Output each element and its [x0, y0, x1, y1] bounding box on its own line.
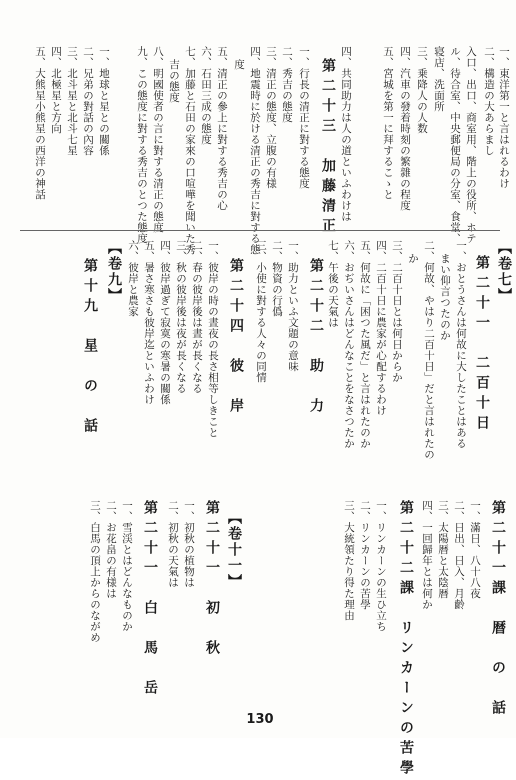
- text-line: 一、雪渓とはどんなものか: [121, 500, 133, 632]
- text-line: 一、助力といふ文題の意味: [287, 240, 299, 372]
- text-line: 四、共同助力は人の道といふわけは: [340, 46, 352, 222]
- lesson-title: 第二十一 初 秋: [204, 500, 220, 660]
- text-line: 五、清正の參上に對する秀吉の心: [216, 46, 228, 211]
- text-line: 五、宮城を第一に拜するこゝと: [382, 46, 394, 200]
- text-line: 四、彼岸過ぎて寂寞の寒暑の關係: [159, 240, 171, 405]
- lesson-title: 第二十二 助 力: [308, 258, 324, 418]
- volume-heading: 【卷九】: [106, 240, 122, 304]
- text-line: 吉の態度: [168, 59, 180, 103]
- text-line: 六、彼岸と農家: [127, 240, 139, 317]
- lesson-title: 第二十一 白 馬 岳: [142, 500, 158, 700]
- text-line: 五、何故に「困つた風だ」と言はれたのか: [359, 240, 371, 449]
- text-line: 二、秀吉の態度: [281, 46, 293, 123]
- text-line: 三、北斗星と北斗七星: [66, 46, 78, 156]
- lesson-title: 第二十一 二百十日: [474, 255, 490, 435]
- text-line: 一、滿日、八十八夜: [469, 500, 481, 599]
- text-line: 三、太陽暦と太陰暦: [437, 500, 449, 599]
- text-line: 八、明國使者の言に對する清正の態度: [152, 46, 164, 233]
- text-line: 一、初秋の植物は: [183, 500, 195, 588]
- text-line: 二、春の彼岸後は晝が長くなる: [191, 240, 203, 394]
- text-line: 五、大熊星小熊星の西洋の神話: [34, 46, 46, 200]
- text-line: 三、小使に對する人々の同情: [255, 240, 267, 383]
- text-line: 三、大統領たり得た理由: [343, 500, 355, 621]
- text-line: 二、物資の行僞: [271, 240, 283, 317]
- text-line: 六、おぢいさんはどんなことをなさつたか: [343, 240, 355, 449]
- text-line: 三、乗降人の人数: [416, 46, 428, 134]
- text-line: 二、構造の大あらまし: [483, 46, 495, 156]
- text-line: 一、東洋第一と言はれるわけ: [498, 46, 510, 189]
- text-line: 五、暑さ寒さも彼岸迄といふわけ: [143, 240, 155, 405]
- text-line: か: [407, 253, 419, 264]
- text-line: 一、地球と星との關係: [98, 46, 110, 156]
- text-line: 二、兄弟の對話の內容: [82, 46, 94, 156]
- text-line: 三、清正の態度、立腹の有様: [265, 46, 277, 189]
- text-line: 四、二百十日に農家が心配するわけ: [375, 240, 387, 416]
- text-line: 一、リンカーンの生ひ立ち: [375, 500, 387, 632]
- lesson-title: 第十九 星 の 話: [82, 258, 98, 438]
- text-line: 三、二百十日とは何日からか: [391, 240, 403, 383]
- text-line: 四、汽車の發着時刻の繁雜の程度: [399, 46, 411, 211]
- lesson-title: 第二十二課 リンカーンの苦學: [398, 500, 414, 780]
- text-line: 度: [233, 59, 245, 70]
- text-line: 四、北極星と方向: [50, 46, 62, 134]
- text-line: 二、お花畠の有様は: [105, 500, 117, 599]
- page-number: 130: [246, 712, 274, 727]
- volume-heading: 【卷十一】: [226, 510, 242, 590]
- lesson-title: 第二十四 彼 岸: [228, 258, 244, 418]
- text-line: 一、行長の清正に對する態度: [298, 46, 310, 189]
- lesson-title: 第二十一課 暦 の 話: [490, 500, 506, 720]
- text-line: 二、リンカーンの苦學: [359, 500, 371, 610]
- text-line: 二、初秋の天氣は: [167, 500, 179, 588]
- text-line: 一、彼岸の時の晝夜の長さ相等しきこと: [207, 240, 219, 438]
- text-line: 寝店、洗面所: [433, 46, 445, 112]
- text-line: 二、日出、日入、月齡: [453, 500, 465, 610]
- tier-divider: [20, 230, 500, 231]
- text-line: 二、何故、やはり二百十日」だと言はれたの: [423, 240, 435, 460]
- text-line: 七、加藤と石田の家來の口喧嘩を聞いた秀: [184, 46, 196, 255]
- text-line: 三、白馬の頂上からのながめ: [89, 500, 101, 643]
- text-line: 四、一回歸年とは何か: [421, 500, 433, 610]
- text-line: 入口、出口、商室用、階上の役所、ホテ: [465, 46, 477, 244]
- text-line: 六、石田三成の態度: [200, 46, 212, 145]
- text-line: 七、午後の天氣は: [327, 240, 339, 328]
- volume-heading: 【卷七】: [496, 240, 512, 304]
- text-line: 四、地震時に於ける清正の秀吉に對する態: [249, 46, 261, 255]
- text-line: 九、この態度に對する秀吉のとつた態度: [136, 46, 148, 244]
- text-line: ル、待合室、中央郵便局の分室、食堂、: [449, 46, 461, 244]
- text-line: 三、秋の彼岸後は夜が長くなる: [175, 240, 187, 394]
- lesson-title: 第二十三 加藤清正: [320, 58, 336, 238]
- text-line: まい仰言つたのか: [439, 253, 451, 341]
- text-line: 一、おとうさんは何故に大したことはある: [455, 240, 467, 449]
